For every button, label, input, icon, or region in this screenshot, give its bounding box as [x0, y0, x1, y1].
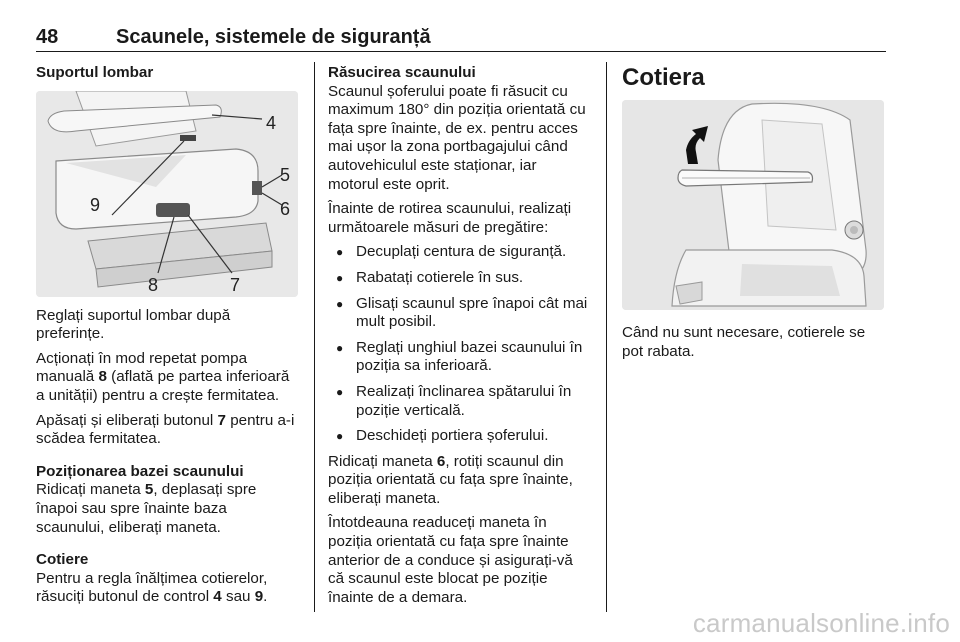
lumbar-paragraph-2: Acționați în mod repetat pompa manuală 8 (aflată pe partea inferioară a unității) pentru a crește fermitatea.	[36, 349, 290, 404]
list-item: ● Decuplați centura de siguranță.	[328, 243, 590, 262]
section-heading-lumbar: Suportul lombar	[36, 64, 154, 81]
list-item: ● Reglați unghiul bazei scaunului în poziția sa inferioară.	[328, 339, 590, 376]
lumbar-paragraph-3: Apăsați și eliberați butonul 7 pentru a-i scădea fermitatea.	[36, 411, 295, 448]
page-title: Scaunele, sistemele de siguranță	[116, 26, 431, 48]
column-divider-1	[314, 62, 315, 612]
section-heading-armrests: Cotiere	[36, 551, 89, 569]
figure-label-7: 7	[230, 274, 241, 295]
list-item: ● Rabatați cotierele în sus.	[328, 269, 590, 288]
figure-label-5: 5	[280, 164, 291, 185]
column-left	[36, 64, 298, 613]
armrest-paragraph: Când nu sunt necesare, cotierele se pot rabata.	[622, 324, 866, 360]
figure-label-4: 4	[266, 112, 277, 133]
list-item: ● Realizați înclinarea spătarului în poziție verticală.	[328, 383, 590, 420]
armrests-paragraph: Pentru a regla înălțimea cotierelor, răsuciți butonul de control 4 sau 9.	[36, 569, 268, 606]
section-heading-armrest: Cotiera	[622, 64, 705, 91]
page-header	[36, 26, 886, 52]
figure-label-8: 8	[148, 274, 159, 295]
rotation-paragraph-1: Scaunul șoferului poate fi răsucit cu maximum 180° din poziția orientată cu fața spre înainte, de ex. pentru acces mai ușor la zona portbagajului când autovehiculul este staționar, iar motorul este oprit.	[328, 82, 586, 193]
section-heading-seat-rotation: Răsucirea scaunului	[328, 64, 476, 81]
armrest-drawing	[622, 100, 884, 310]
rotation-paragraph-4: Întotdeauna readuceți maneta în poziția orientată cu fața spre înainte anterior de a conduce și asigurați-vă că scaunul este blocat pe poziție înainte de a demara.	[328, 514, 573, 606]
armrest-seat-illustration	[622, 100, 884, 310]
rotation-paragraph-3: Ridicați maneta 6, rotiți scaunul din poziția orientată cu fața spre înainte, eliberați maneta.	[328, 452, 573, 507]
lumbar-paragraph-1: Reglați suportul lombar după preferințe.	[36, 306, 231, 343]
page-number: 48	[36, 26, 59, 48]
watermark: carmanualsonline.info	[692, 608, 950, 638]
rotation-paragraph-2: Înainte de rotirea scaunului, realizați următoarele măsuri de pregătire:	[328, 200, 572, 236]
preparation-list	[328, 243, 590, 445]
seat-base-paragraph: Ridicați maneta 5, deplasați spre înapoi sau spre înainte baza scaunului, eliberați maneta.	[36, 481, 257, 536]
figure-label-9: 9	[90, 194, 101, 215]
column-middle	[328, 64, 590, 613]
lumbar-seat-illustration	[36, 91, 298, 297]
list-item: ● Deschideți portiera șoferului.	[328, 427, 590, 446]
column-divider-2	[606, 62, 607, 612]
figure-label-6: 6	[280, 198, 291, 219]
column-right	[622, 64, 884, 367]
list-item: ● Glisați scaunul spre înapoi cât mai mult posibil.	[328, 295, 590, 332]
seat-base-drawing	[36, 91, 298, 297]
section-heading-seat-base: Poziționarea bazei scaunului	[36, 462, 244, 480]
